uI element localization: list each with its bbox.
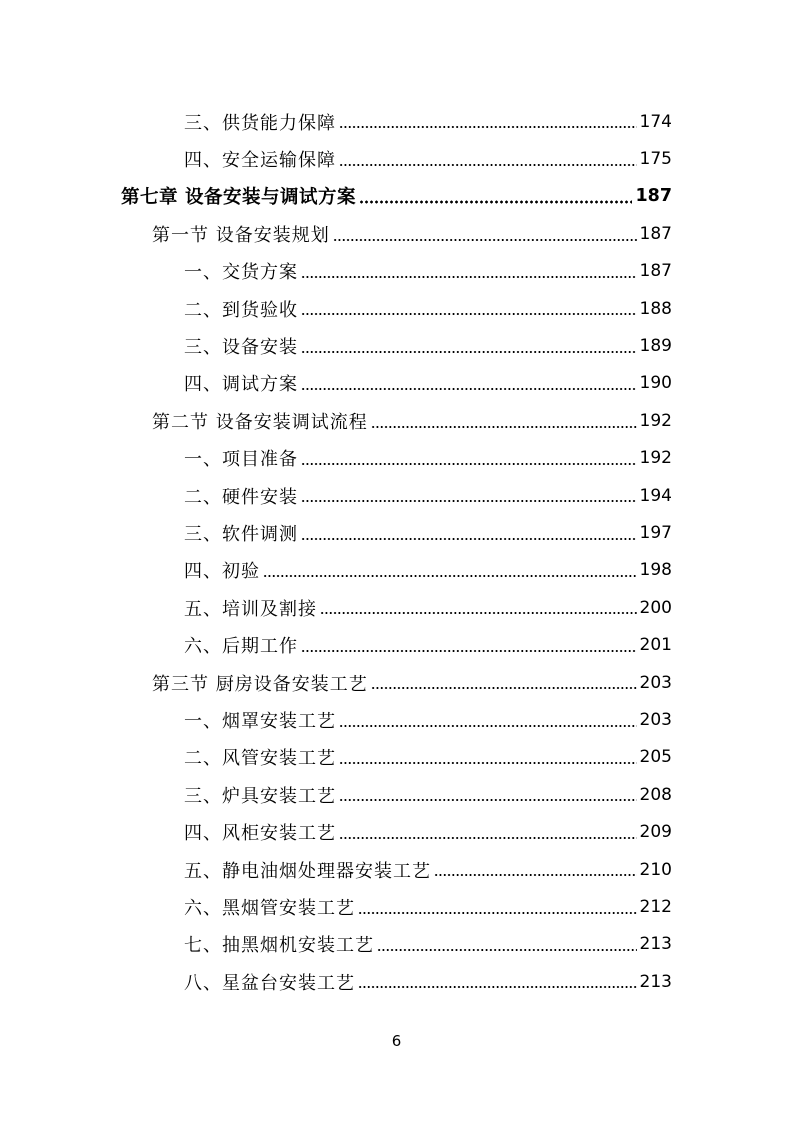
toc-dot-leader xyxy=(339,125,637,129)
toc-entry[interactable] xyxy=(0,514,793,551)
toc-dot-leader xyxy=(339,761,637,765)
toc-dot-leader xyxy=(339,724,637,728)
toc-dot-leader xyxy=(339,836,637,840)
toc-entry-title: 八、星盆台安装工艺 xyxy=(184,972,355,994)
toc-entry-title: 四、风柜安装工艺 xyxy=(184,823,336,845)
toc-dot-leader xyxy=(359,200,633,204)
toc-dot-leader xyxy=(358,985,637,989)
toc-entry[interactable] xyxy=(0,701,793,738)
toc-entry-page: 210 xyxy=(639,859,672,880)
toc-entry-page: 208 xyxy=(639,784,672,805)
toc-dot-leader xyxy=(301,537,637,541)
toc-entry[interactable] xyxy=(0,327,793,364)
toc-chapter-entry[interactable] xyxy=(0,178,793,215)
toc-entry-page: 190 xyxy=(639,373,672,394)
toc-entry-page: 188 xyxy=(639,298,672,319)
toc-entry[interactable] xyxy=(0,739,793,776)
toc-entry-page: 175 xyxy=(639,149,672,170)
toc-dot-leader xyxy=(339,163,637,167)
toc-dot-leader xyxy=(263,574,637,578)
toc-entry[interactable] xyxy=(0,440,793,477)
page-number: 6 xyxy=(391,1032,402,1050)
toc-entry[interactable] xyxy=(0,365,793,402)
toc-entry[interactable] xyxy=(0,253,793,290)
toc-entry-title: 二、硬件安装 xyxy=(184,486,298,508)
toc-entry[interactable] xyxy=(0,926,793,963)
toc-section-entry[interactable] xyxy=(0,402,793,439)
toc-entry-page: 203 xyxy=(639,709,672,730)
toc-section-title: 第三节 厨房设备安装工艺 xyxy=(152,673,368,695)
toc-entry-page: 200 xyxy=(639,597,672,618)
toc-entry-page: 213 xyxy=(639,971,672,992)
toc-dot-leader xyxy=(301,387,637,391)
toc-entry[interactable] xyxy=(0,290,793,327)
toc-entry-page: 187 xyxy=(639,261,672,282)
toc-entry-page: 205 xyxy=(639,747,672,768)
toc-dot-leader xyxy=(301,275,637,279)
table-of-contents xyxy=(0,103,793,1000)
toc-dot-leader xyxy=(358,911,637,915)
toc-entry-title: 一、项目准备 xyxy=(184,449,298,471)
toc-entry[interactable] xyxy=(0,552,793,589)
toc-entry-page: 187 xyxy=(635,186,672,207)
toc-entry-title: 三、设备安装 xyxy=(184,337,298,359)
toc-entry-page: 198 xyxy=(639,560,672,581)
toc-dot-leader xyxy=(320,611,637,615)
toc-entry[interactable] xyxy=(0,851,793,888)
toc-entry-title: 七、抽黑烟机安装工艺 xyxy=(184,935,374,957)
toc-entry[interactable] xyxy=(0,813,793,850)
toc-entry-title: 一、交货方案 xyxy=(184,262,298,284)
toc-entry[interactable] xyxy=(0,589,793,626)
toc-dot-leader xyxy=(339,798,637,802)
toc-entry-title: 六、后期工作 xyxy=(184,636,298,658)
toc-entry-title: 二、风管安装工艺 xyxy=(184,748,336,770)
toc-dot-leader xyxy=(434,873,637,877)
toc-dot-leader xyxy=(371,686,637,690)
toc-entry-page: 203 xyxy=(639,672,672,693)
toc-entry-page: 213 xyxy=(639,934,672,955)
toc-entry-page: 189 xyxy=(639,336,672,357)
toc-entry-title: 二、到货验收 xyxy=(184,299,298,321)
toc-entry-title: 三、供货能力保障 xyxy=(184,112,336,134)
toc-entry[interactable] xyxy=(0,776,793,813)
toc-entry-title: 三、软件调测 xyxy=(184,523,298,545)
toc-entry-page: 212 xyxy=(639,896,672,917)
toc-entry-page: 209 xyxy=(639,822,672,843)
toc-entry-page: 192 xyxy=(639,448,672,469)
toc-entry-title: 一、烟罩安装工艺 xyxy=(184,710,336,732)
toc-dot-leader xyxy=(301,350,637,354)
toc-entry-page: 194 xyxy=(639,485,672,506)
toc-entry-page: 174 xyxy=(639,111,672,132)
toc-entry[interactable] xyxy=(0,963,793,1000)
toc-section-entry[interactable] xyxy=(0,664,793,701)
toc-dot-leader xyxy=(301,462,637,466)
toc-dot-leader xyxy=(301,499,637,503)
toc-dot-leader xyxy=(301,649,637,653)
toc-entry[interactable] xyxy=(0,888,793,925)
toc-entry[interactable] xyxy=(0,103,793,140)
toc-entry-title: 五、培训及割接 xyxy=(184,598,317,620)
toc-entry[interactable] xyxy=(0,140,793,177)
toc-entry-title: 四、安全运输保障 xyxy=(184,150,336,172)
toc-entry-page: 197 xyxy=(639,522,672,543)
toc-chapter-title: 第七章 设备安装与调试方案 xyxy=(121,187,356,209)
toc-section-title: 第一节 设备安装规划 xyxy=(152,224,330,246)
toc-entry-title: 四、调试方案 xyxy=(184,374,298,396)
toc-entry-page: 201 xyxy=(639,635,672,656)
toc-section-title: 第二节 设备安装调试流程 xyxy=(152,411,368,433)
toc-dot-leader xyxy=(301,312,637,316)
toc-entry-page: 187 xyxy=(639,223,672,244)
toc-dot-leader xyxy=(333,238,637,242)
toc-entry-page: 192 xyxy=(639,410,672,431)
toc-entry[interactable] xyxy=(0,477,793,514)
toc-entry-title: 六、黑烟管安装工艺 xyxy=(184,897,355,919)
toc-entry-title: 五、静电油烟处理器安装工艺 xyxy=(184,860,431,882)
toc-dot-leader xyxy=(377,948,637,952)
toc-entry-title: 四、初验 xyxy=(184,561,260,583)
toc-entry[interactable] xyxy=(0,626,793,663)
toc-entry-title: 三、炉具安装工艺 xyxy=(184,785,336,807)
toc-dot-leader xyxy=(371,425,637,429)
toc-section-entry[interactable] xyxy=(0,215,793,252)
